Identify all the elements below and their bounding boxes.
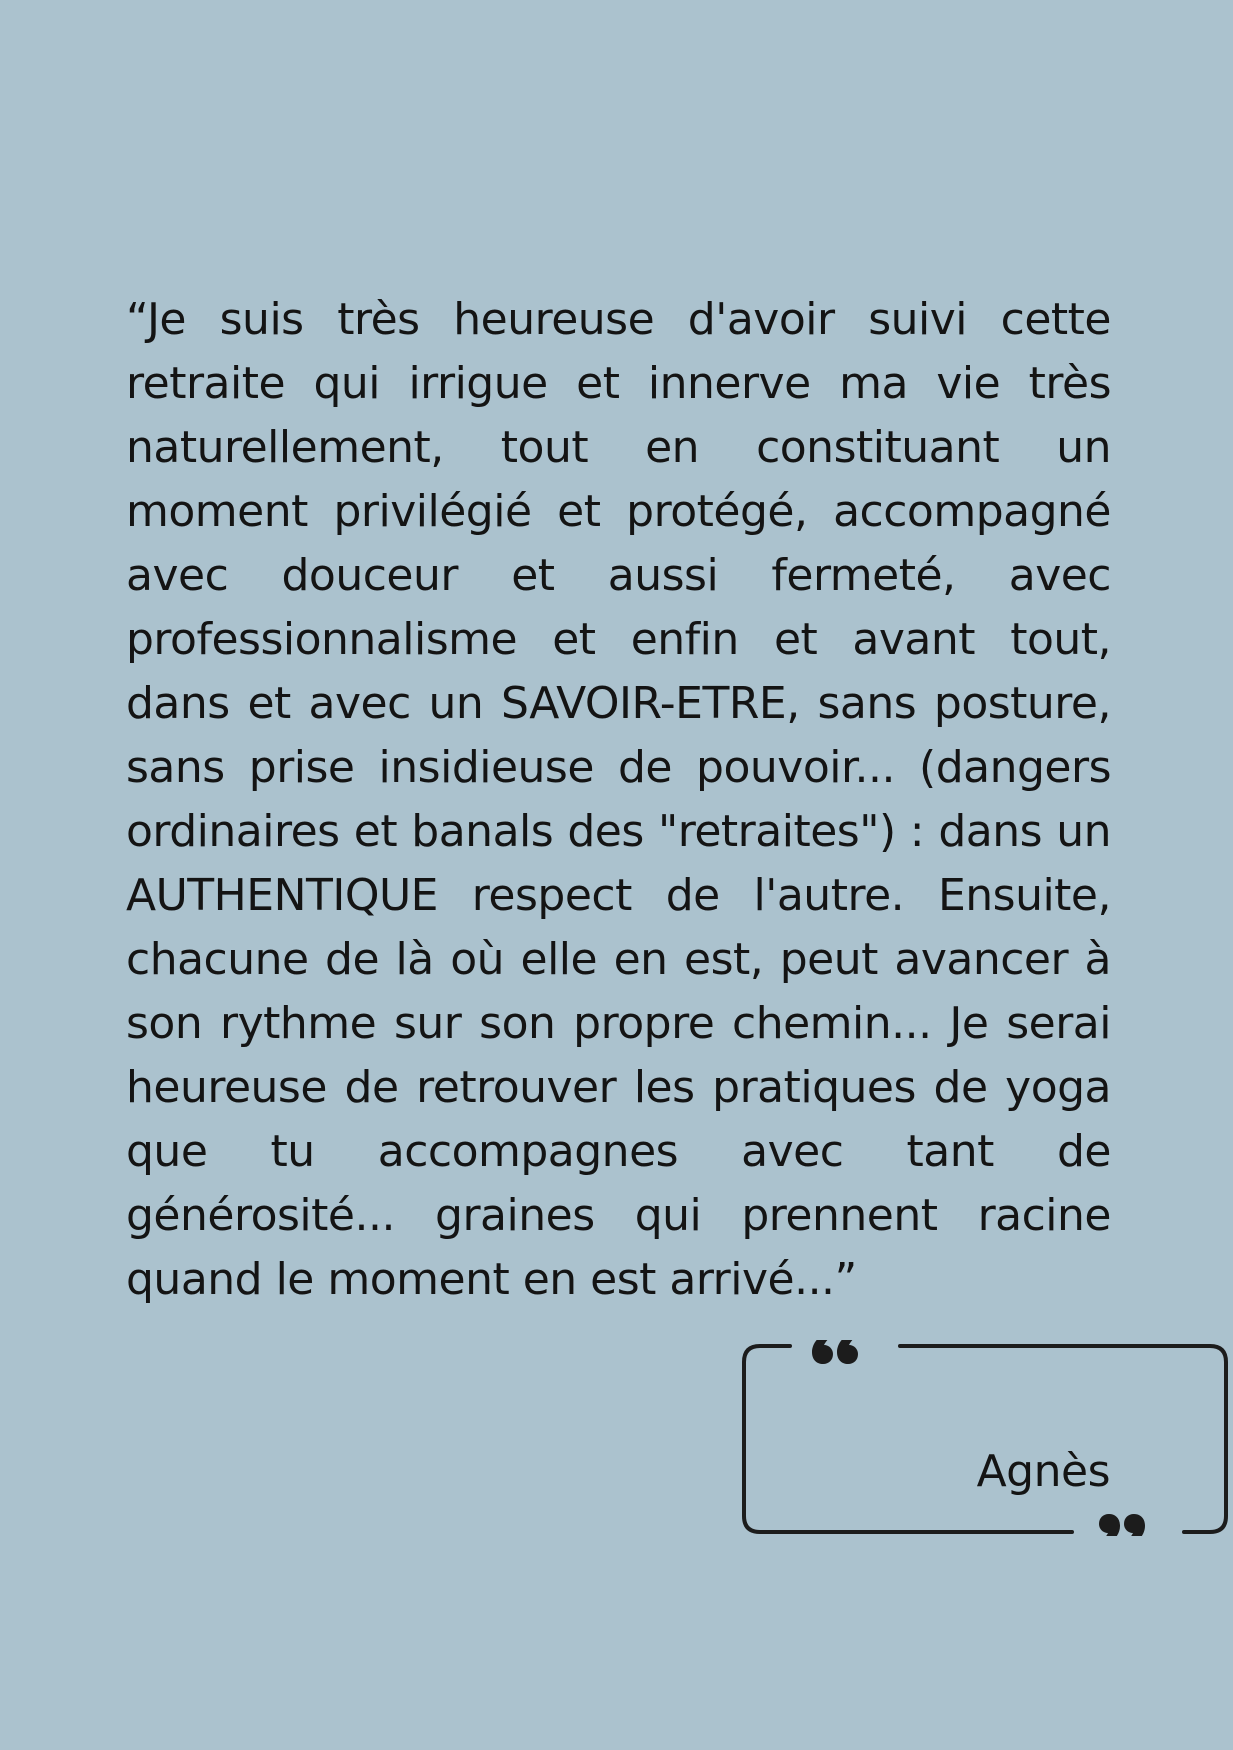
author-quote-frame (740, 1340, 1230, 1536)
quote-frame-border (740, 1340, 1230, 1536)
testimonial-quote-text: “Je suis très heureuse d'avoir suivi cette retraite qui irrigue et innerve ma vie très naturellement, tout en constituant un moment privilégié et protégé, accompagné avec douceur et aussi fermeté, avec professionnalisme et enfin et avant tout, dans et avec un SAVOIR-ETRE, sans posture, sans prise insidieuse de pouvoir... (dangers ordinaires et banals des "retraites") : dans un AUTHENTIQUE respect de l'autre. Ensuite, chacune de là où elle en est, peut avancer à son rythme sur son propre chemin... Je serai heureuse de retrouver les pratiques de yoga que tu accompagnes avec tant de générosité... graines qui prennent racine quand le moment en est arrivé...” (126, 294, 1111, 1305)
author-name: Agnès (976, 1446, 1110, 1497)
close-quote-icon (1099, 1514, 1145, 1536)
open-quote-icon (812, 1340, 858, 1364)
